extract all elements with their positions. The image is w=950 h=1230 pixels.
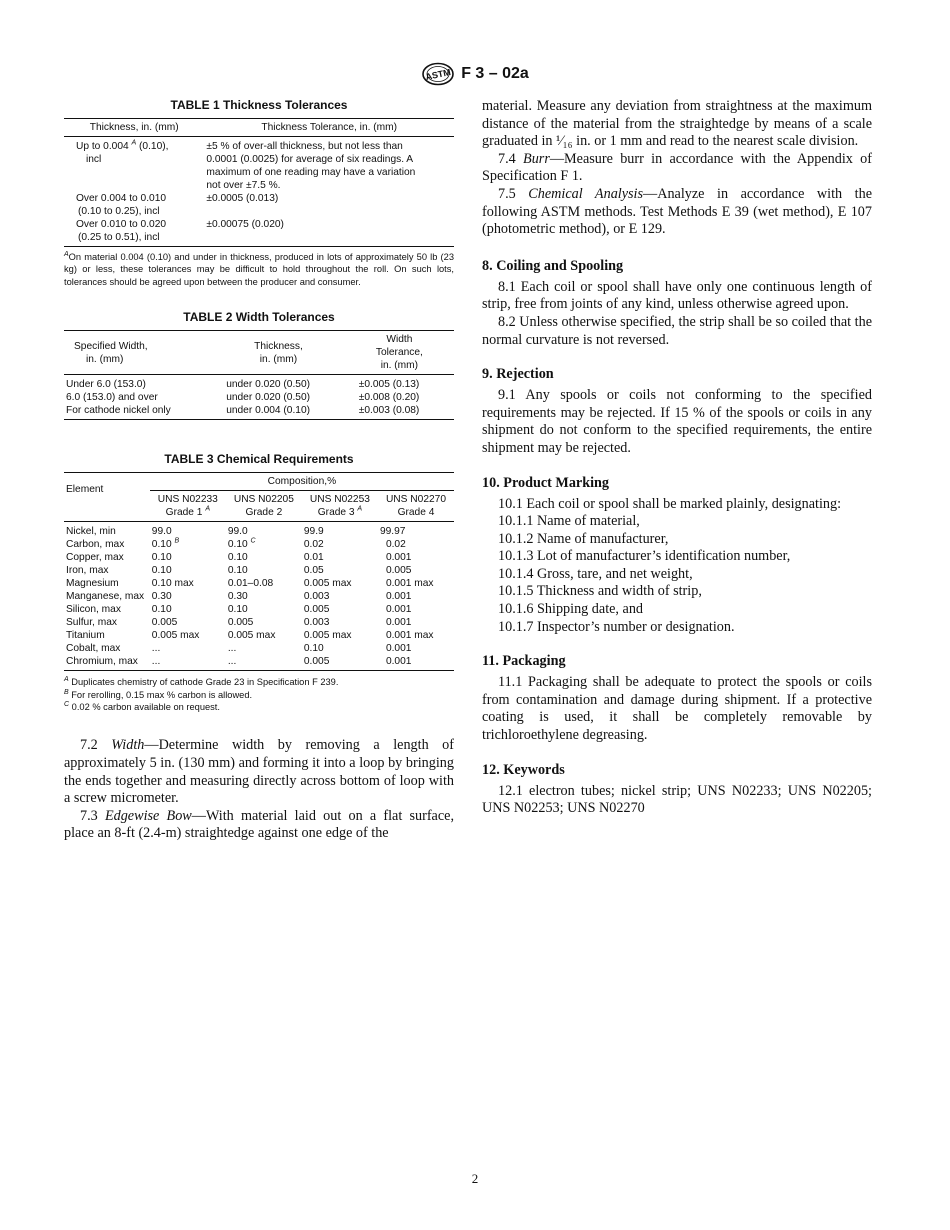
list-item: 10.1.6 Shipping date, and — [498, 601, 644, 618]
paragraph-9-1: 9.1 Any spools or coils not conforming to the specified requirements may be rejected. If 15 % of the spools or coils in any shipment do not conform to the specified requirements, the entire shipment may be rejected. — [482, 387, 872, 456]
table3-title: TABLE 3 Chemical Requirements — [164, 452, 354, 467]
table3-header-element: Element — [64, 473, 150, 522]
section-11-heading: 11. Packaging — [482, 653, 566, 670]
right-column — [482, 98, 872, 818]
table3-header-grade2: UNS N02205 Grade 2 — [226, 491, 302, 522]
table-row: Carbon, max 0.10 $^B$ 0.10 $^C$ 0.02 0.02 — [66, 537, 406, 551]
section-10-heading: 10. Product Marking — [482, 474, 610, 491]
table1-title: TABLE 1 Thickness Tolerances — [170, 98, 348, 112]
table1-footnote: $^A$On material 0.004 (0.10) and under in thickness, produced in lots of approximately 50 lb (23 kg) or less, these tolerances may be difficult to hold throughout the roll. On such lots, tolerances should be agreed upon between the producer and consumer. — [64, 250, 454, 287]
paragraph-12-1: 12.1 electron tubes; nickel strip; UNS N02233; UNS N02205; UNS N02253; UNS N02270 — [482, 782, 872, 817]
table-row: Copper, max 0.10 0.10 0.01 0.001 — [66, 552, 412, 564]
paragraph-7-5: 7.5 Chemical Analysis—Analyze in accordance with the following ASTM methods. Test Methods E 39 (wet method), E 107 (photometric method), or E 129. — [482, 185, 872, 238]
paragraph-11-1: 11.1 Packaging shall be adequate to protect the spools or coils from contamination and damage during shipment. If a protective coating is used, it shall be completely removable by trichloroethylene degreasing. — [482, 674, 872, 744]
svg-text:ASTM: ASTM — [424, 66, 452, 83]
table-row: Cobalt, max ... ... 0.10 0.001 — [66, 643, 412, 655]
list-item: 10.1.4 Gross, tare, and net weight, — [498, 565, 693, 582]
table-row: Up to 0.004 $^A$ (0.10), incl ±5 % of over-all thickness, but not less than 0.0001 (0.0025) for average of six readings. A maximum of one reading may have a variation not over ±7.5 %. — [76, 139, 416, 191]
table-row: For cathode nickel only under 0.004 (0.10) ±0.003 (0.08) — [64, 404, 454, 420]
table2-title: TABLE 2 Width Tolerances — [183, 310, 335, 325]
table2-header-thickness: Thickness, in. (mm) — [212, 331, 345, 375]
table-row: Over 0.010 to 0.020 (0.25 to 0.51), incl ±0.00075 (0.020) — [64, 218, 454, 247]
paragraph-7-2: 7.2 Width—Determine width by removing a length of approximately 5 in. (130 mm) and forming it into a loop by bringing the ends together and measuring directly across bottom of loop with a screw micrometer. — [64, 737, 454, 807]
paragraph-8-1: 8.1 Each coil or spool shall have only one continuous length of strip, free from joints of any kind, unless otherwise agreed upon. — [482, 278, 872, 313]
table-row: Chromium, max ... ... 0.005 0.001 — [64, 655, 454, 671]
table3-chemical-requirements — [64, 472, 454, 671]
page-header — [0, 62, 950, 86]
table-row: Silicon, max 0.10 0.10 0.005 0.001 — [66, 604, 412, 616]
table2-width-tolerances — [64, 330, 454, 420]
table-row: Magnesium 0.10 max 0.01–0.08 0.005 max 0.001 max — [66, 578, 434, 590]
table-row: Under 6.0 (153.0) under 0.020 (0.50) ±0.005 (0.13) — [66, 379, 420, 391]
table3-footnotes: $^A$ Duplicates chemistry of cathode Grade 23 in Specification F 239. $^B$ For rerolling, 0.15 max % carbon is allowed. $^C$ 0.02 % carbon available on request. — [64, 676, 339, 713]
paragraph-7-3: 7.3 Edgewise Bow—With material laid out on a flat surface, place an 8-ft (2.4-m) straightedge against one edge of the — [64, 807, 454, 842]
paragraph-7-3-continued: material. Measure any deviation from straightness at the maximum distance of the material from the straightedge by means of a scale graduated in ¹⁄₁₆ in. or 1 mm and read to the nearest scale division. — [482, 98, 872, 150]
table-row: Nickel, min 99.0 99.0 99.9 99.97 — [66, 526, 406, 538]
table1-header-thickness: Thickness, in. (mm) — [64, 119, 204, 137]
table3-header-grade3: UNS N02253 Grade 3 $^A$ — [302, 491, 378, 522]
section-12-heading: 12. Keywords — [482, 761, 565, 778]
paragraph-10-1: 10.1 Each coil or spool shall be marked plainly, designating: — [498, 495, 842, 512]
list-item: 10.1.7 Inspector’s number or designation. — [498, 618, 735, 635]
left-column — [64, 98, 454, 843]
table3-header-composition: Composition,% — [150, 473, 454, 491]
table3-header-grade4: UNS N02270 Grade 4 — [378, 491, 454, 522]
list-item: 10.1.2 Name of manufacturer, — [498, 530, 669, 547]
table2-header-width: Specified Width, in. (mm) — [64, 331, 212, 375]
section-8-heading: 8. Coiling and Spooling — [482, 257, 624, 274]
paragraph-7-4: 7.4 Burr—Measure burr in accordance with the Appendix of Specification F 1. — [482, 150, 873, 185]
table-row: Over 0.004 to 0.010 (0.10 to 0.25), incl ±0.0005 (0.013) — [76, 193, 279, 217]
section-9-heading: 9. Rejection — [482, 366, 554, 383]
table1-header-tolerance: Thickness Tolerance, in. (mm) — [204, 119, 454, 137]
list-item: 10.1.1 Name of material, — [498, 513, 640, 530]
list-item: 10.1.3 Lot of manufacturer’s identification number, — [498, 548, 791, 565]
page-number: 2 — [471, 1171, 479, 1186]
table-row: Sulfur, max 0.005 0.005 0.003 0.001 — [66, 617, 412, 629]
astm-logo-icon — [421, 62, 455, 86]
list-item: 10.1.5 Thickness and width of strip, — [498, 583, 702, 600]
paragraph-8-2: 8.2 Unless otherwise specified, the strip shall be so coiled that the normal curvature is not reversed. — [482, 313, 872, 348]
table-row: Titanium 0.005 max 0.005 max 0.005 max 0.001 max — [66, 630, 434, 642]
table-row: Manganese, max 0.30 0.30 0.003 0.001 — [66, 591, 412, 603]
document-id: F 3 – 02a — [461, 65, 529, 82]
table2-header-tolerance: Width Tolerance, in. (mm) — [345, 331, 454, 375]
table1-thickness-tolerances — [64, 118, 454, 247]
table3-header-grade1: UNS N02233 Grade 1 $^A$ — [150, 491, 226, 522]
table-row: 6.0 (153.0) and over under 0.020 (0.50) ±0.008 (0.20) — [66, 392, 420, 404]
table-row: Iron, max 0.10 0.10 0.05 0.005 — [66, 565, 412, 577]
